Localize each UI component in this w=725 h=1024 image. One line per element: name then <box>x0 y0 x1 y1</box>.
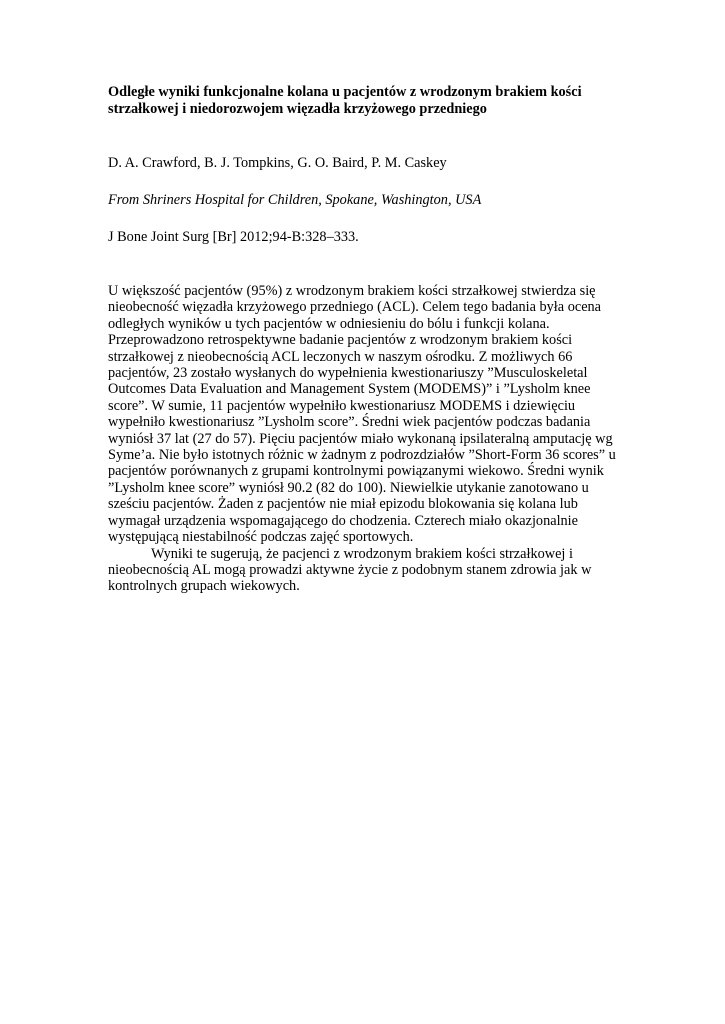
author-list: D. A. Crawford, B. J. Tompkins, G. O. Baird, P. M. Caskey <box>108 155 447 171</box>
journal-citation: J Bone Joint Surg [Br] 2012;94-B:328–333. <box>108 229 359 245</box>
affiliation: From Shriners Hospital for Children, Spokane, Washington, USA <box>108 192 482 208</box>
document-title: Odległe wyniki funkcjonalne kolana u pacjentów z wrodzonym brakiem kości strzałkowej i niedorozwojem więzadła krzyżowego przedniego <box>108 84 582 117</box>
abstract <box>108 283 628 595</box>
abstract-paragraph: U większość pacjentów (95%) z wrodzonym brakiem kości strzałkowej stwierdza się nieobecność więzadła krzyżowego przedniego (ACL). Celem tego badania była ocena odległych wyników u tych pacjentów w odniesieniu do bólu i funkcji kolana. Przeprowadzono retrospektywne badanie pacjentów z wrodzonym brakiem kości strzałkowej z nieobecnością ACL leczonych w naszym ośrodku. Z możliwych 66 pacjentów, 23 zostało wysłanych do wypełnienia kwestionariuszy ”Musculoskeletal Outcomes Data Evaluation and Management System (MODEMS)” i ”Lysholm knee score”. W sumie, 11 pacjentów wypełniło kwestionariusz MODEMS i dziewięciu wypełniło kwestionariusz ”Lysholm score”. Średni wiek pacjentów podczas badania wyniósł 37 lat (27 do 57). Pięciu pacjentów miało wykonaną ipsilateralną amputację wg Syme’a. Nie było istotnych różnic w żadnym z podrozdziałów ”Short-Form 36 scores” u pacjentów porównanych z grupami kontrolnymi powiązanymi wiekowo. Średni wynik ”Lysholm knee score” wyniósł 90.2 (82 do 100). Niewielkie utykanie zanotowano u sześciu pacjentów. Żaden z pacjentów nie miał epizodu blokowania się kolana lub wymagał urządzenia wspomagającego do chodzenia. Czterech miało okazjonalnie występującą niestabilność podczas zajęć sportowych. <box>108 283 616 546</box>
abstract-paragraph: Wyniki te sugerują, że pacjenci z wrodzonym brakiem kości strzałkowej i nieobecnością AL mogą prowadzi aktywne życie z podobnym stanem zdrowia jak w kontrolnych grupach wiekowych. <box>108 545 592 595</box>
document-body <box>108 84 628 595</box>
